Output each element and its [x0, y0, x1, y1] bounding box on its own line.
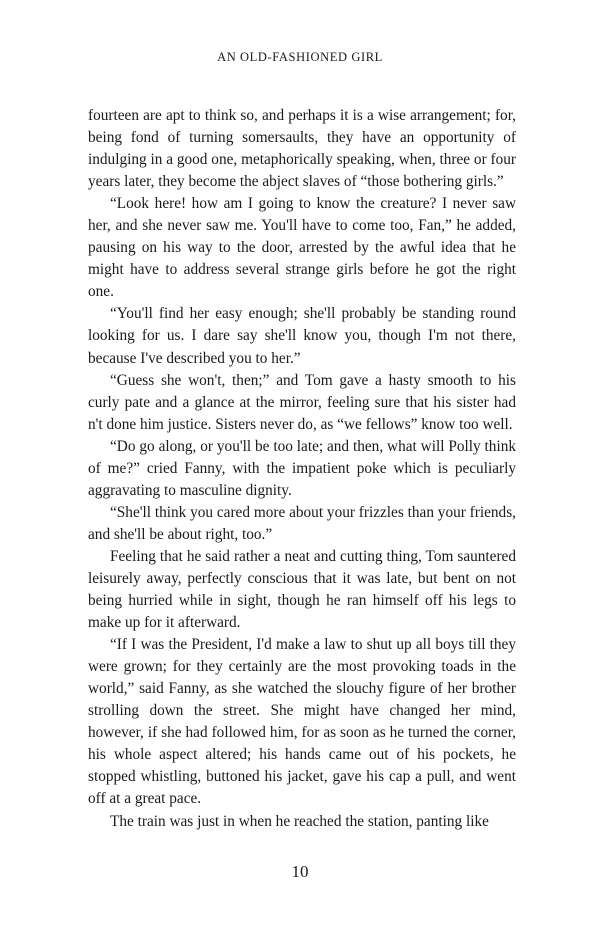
body-text [88, 105, 516, 833]
paragraph: fourteen are apt to think so, and perhaps it is a wise arrangement; for, being fond of turning somersaults, they have an opportunity of indulging in a good one, metaphorically speaking, when, three or four years later, they become the abject slaves of “those bothering girls.” [88, 107, 516, 191]
paragraph: “Guess she won't, then;” and Tom gave a hasty smooth to his curly pate and a glance at the mirror, feeling sure that his sister had n't done him justice. Sisters never do, as “we fellows” know too well. [88, 371, 516, 433]
paragraph: “If I was the President, I'd make a law to shut up all boys till they were grown; for they certainly are the most provoking toads in the world,” said Fanny, as she watched the slouchy figure of her brother strolling down the street. She might have changed her mind, however, if she had followed him, for as soon as he turned the corner, his whole aspect altered; his hands came out of his pockets, he stopped whistling, buttoned his jacket, gave his cap a pull, and went off at a great pace. [88, 636, 516, 808]
paragraph: “Do go along, or you'll be too late; and then, what will Polly think of me?” cried Fanny, with the impatient poke which is peculiarly aggravating to masculine dignity. [88, 437, 516, 499]
paragraph: “She'll think you cared more about your frizzles than your friends, and she'll be about right, too.” [88, 503, 516, 543]
running-header: AN OLD-FASHIONED GIRL [217, 50, 383, 64]
paragraph: “Look here! how am I going to know the creature? I never saw her, and she never saw me. You'll have to come too, Fan,” he added, pausing on his way to the door, arrested by the awful idea that he might have to address several strange girls before he got the right one. [88, 195, 516, 301]
paragraph: “You'll find her easy enough; she'll probably be standing round looking for us. I dare say she'll know you, though I'm not there, because I've described you to her.” [88, 305, 516, 367]
paragraph: Feeling that he said rather a neat and cutting thing, Tom sauntered leisurely away, perfectly conscious that it was late, but bent on not being hurried while in sight, though he ran himself off his legs to make up for it afterward. [88, 547, 516, 632]
page-number: 10 [291, 862, 309, 881]
paragraph: The train was just in when he reached the station, panting like [110, 812, 489, 830]
